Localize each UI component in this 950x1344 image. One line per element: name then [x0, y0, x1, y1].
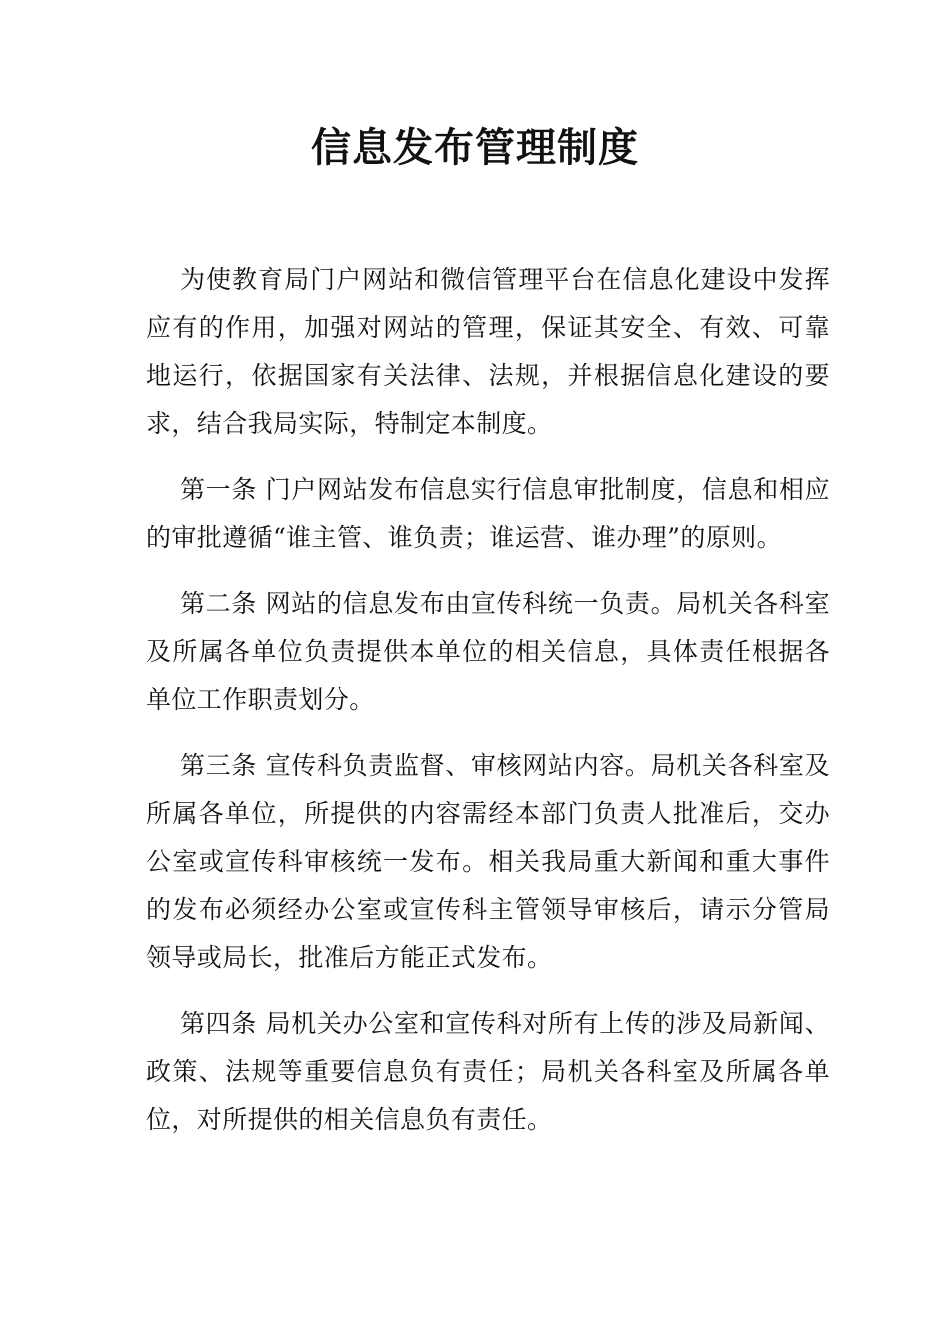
document-body: [146, 256, 830, 1162]
document-title: 信息发布管理制度: [311, 124, 639, 171]
article-2-paragraph: 第二条 网站的信息发布由宣传科统一负责。局机关各科室及所属各单位负责提供本单位的相关信息，具体责任根据各单位工作职责划分。: [146, 589, 830, 714]
intro-paragraph: 为使教育局门户网站和微信管理平台在信息化建设中发挥应有的作用，加强对网站的管理，保证其安全、有效、可靠地运行，依据国家有关法律、法规，并根据信息化建设的要求，结合我局实际，特制定本制度。: [146, 265, 830, 438]
article-3-paragraph: 第三条 宣传科负责监督、审核网站内容。局机关各科室及所属各单位，所提供的内容需经本部门负责人批准后，交办公室或宣传科审核统一发布。相关我局重大新闻和重大事件的发布必须经办公室或宣传科主管领导审核后，请示分管局领导或局长，批准后方能正式发布。: [146, 751, 830, 972]
article-4-paragraph: 第四条 局机关办公室和宣传科对所有上传的涉及局新闻、政策、法规等重要信息负有责任；局机关各科室及所属各单位，对所提供的相关信息负有责任。: [146, 1009, 830, 1134]
article-1-paragraph: 第一条 门户网站发布信息实行信息审批制度，信息和相应的审批遵循“谁主管、谁负责；谁运营、谁办理”的原则。: [146, 475, 830, 552]
